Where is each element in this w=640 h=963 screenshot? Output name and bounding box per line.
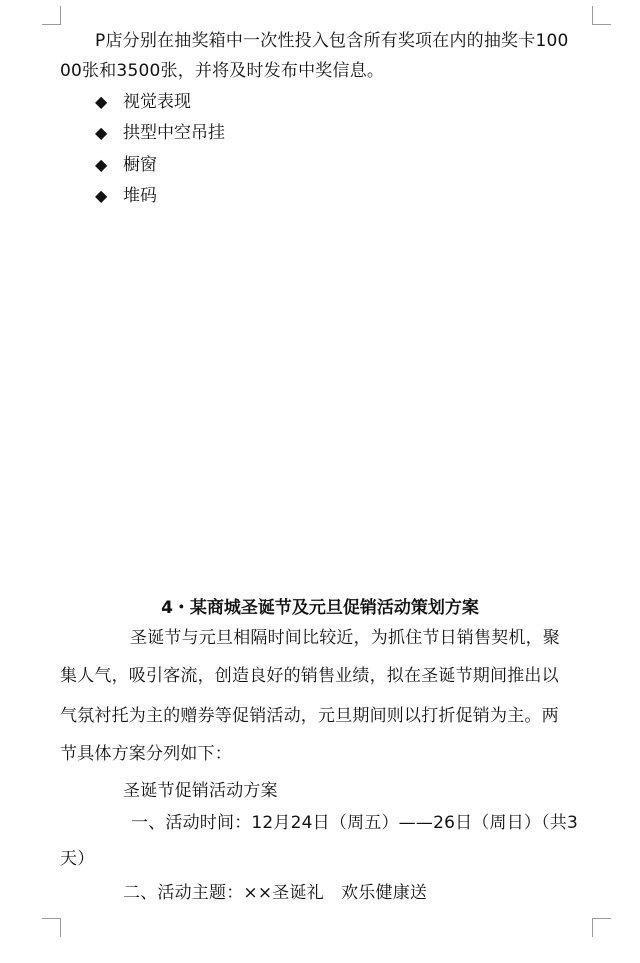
bullet-text: 橱窗	[123, 155, 157, 175]
paragraph-line: 集人气，吸引客流，创造良好的销售业绩，拟在圣诞节期间推出以	[60, 666, 559, 686]
diamond-bullet-icon: ◆	[95, 92, 108, 111]
section-title: 4・某商城圣诞节及元旦促销活动策划方案	[161, 598, 479, 618]
crop-mark-bottom-left	[42, 918, 61, 937]
bullet-item	[95, 186, 157, 206]
paragraph-line: 气氛衬托为主的赠券等促销活动，元旦期间则以打折促销为主。两	[60, 706, 559, 726]
crop-mark-top-left	[42, 6, 61, 25]
paragraph-line: 节具体方案分列如下：	[60, 744, 232, 764]
bullet-item	[95, 92, 191, 112]
bullet-item	[95, 123, 225, 143]
bullet-text: 视觉表现	[123, 92, 191, 112]
bullet-text: 堆码	[123, 186, 157, 206]
paragraph-line: 天）	[60, 849, 95, 869]
paragraph-line: 一、活动时间：12月24日（周五）——26日（周日）（共3	[131, 813, 579, 833]
paragraph-line: 圣诞节与元旦相隔时间比较近，为抓住节日销售契机，聚	[130, 628, 560, 648]
bullet-text: 拱型中空吊挂	[123, 123, 225, 143]
paragraph-line: 二、活动主题：××圣诞礼 欢乐健康送	[123, 883, 428, 903]
diamond-bullet-icon: ◆	[95, 155, 108, 174]
crop-mark-top-right	[592, 6, 611, 25]
paragraph-line: P店分别在抽奖箱中一次性投入包含所有奖项在内的抽奖卡100	[95, 31, 569, 51]
paragraph-line: 00张和3500张，并将及时发布中奖信息。	[60, 61, 385, 81]
crop-mark-bottom-right	[592, 918, 611, 937]
diamond-bullet-icon: ◆	[95, 186, 108, 205]
diamond-bullet-icon: ◆	[95, 123, 108, 142]
bullet-item	[95, 155, 157, 175]
plan-heading: 圣诞节促销活动方案	[123, 781, 278, 801]
